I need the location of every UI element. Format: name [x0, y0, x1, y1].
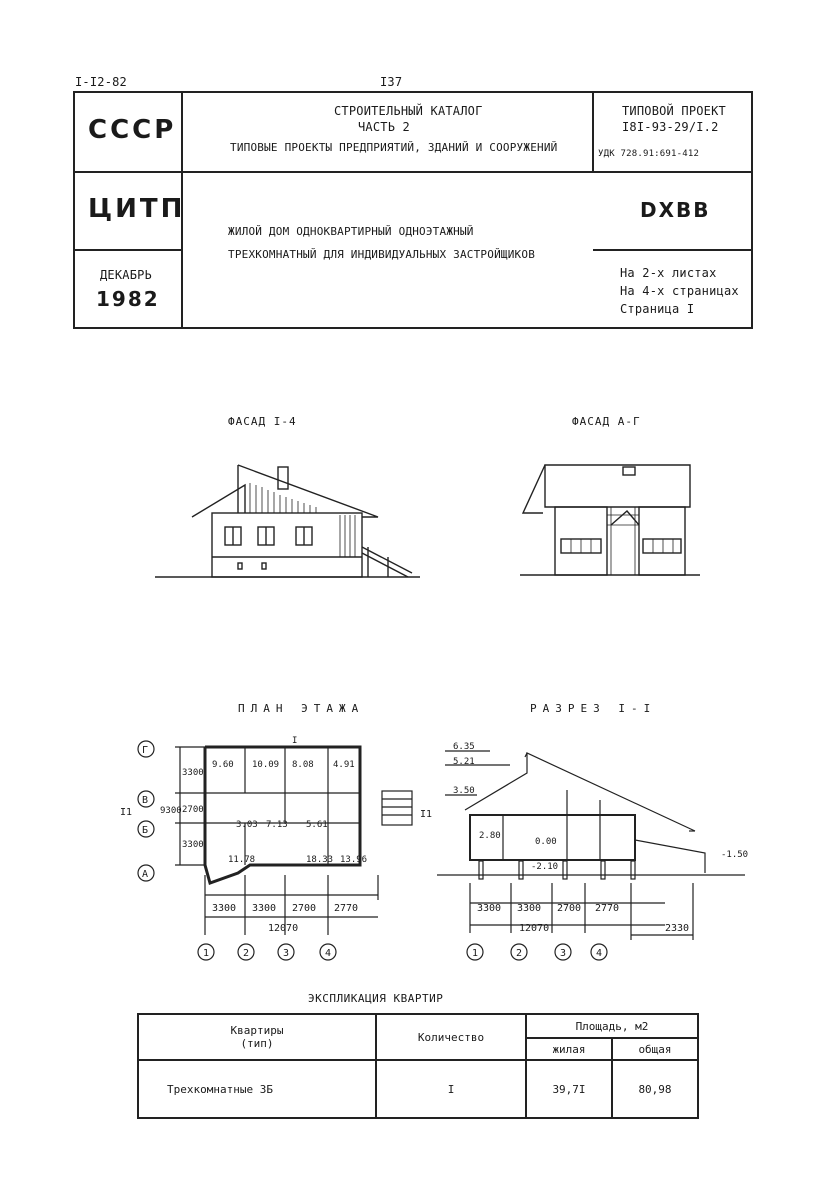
section-level: -1.50: [721, 850, 749, 860]
section-mark-left: I1: [120, 807, 133, 818]
plan-title: ПЛАН ЭТАЖА: [238, 702, 365, 715]
plan-axis-row-b: Б: [142, 825, 149, 836]
plan-axis-row-g: Г: [142, 745, 149, 756]
section-axis-col-2: 2: [516, 948, 523, 959]
section-col-dim-3: 2700: [557, 903, 582, 914]
plan-col-dim-1: 3300: [212, 903, 237, 914]
section-title: РАЗРЕЗ I-I: [530, 702, 657, 715]
col-type-label: Квартиры: [230, 1024, 284, 1037]
section-level: 6.35: [453, 742, 475, 752]
section-axis-col-1: 1: [472, 948, 479, 959]
project-number: I8I-93-29/I.2: [622, 120, 719, 134]
facade-right-title: ФАСАД А-Г: [572, 415, 641, 428]
plan-col-dim-4: 2770: [334, 903, 359, 914]
section-level: 2.80: [479, 831, 501, 841]
section-axis-col-3: 3: [560, 948, 567, 959]
plan-axis-row-a: А: [142, 869, 149, 880]
room-area: 4.91: [333, 760, 355, 770]
section-mark-right: I1: [420, 809, 433, 820]
section-mark-top: I: [292, 736, 298, 746]
room-area: 18.33: [306, 855, 334, 865]
room-area: 13.96: [340, 855, 368, 865]
title-line1: ЖИЛОЙ ДОМ ОДНОКВАРТИРНЫЙ ОДНОЭТАЖНЫЙ: [228, 225, 474, 238]
room-area: 9.60: [212, 760, 234, 770]
room-area: 3.03: [236, 820, 258, 830]
room-area: 7.13: [266, 820, 288, 830]
row-living-value: 39,7I: [526, 1060, 612, 1118]
sheets-line1: На 2-х листах: [620, 266, 717, 280]
section-level: 3.50: [453, 786, 475, 796]
catalog-line1: СТРОИТЕЛЬНЫЙ КАТАЛОГ: [334, 104, 483, 118]
col-living-label: жилая: [526, 1038, 612, 1060]
date-month: ДЕКАБРЬ: [100, 268, 152, 282]
plan-row-dim-3: 3300: [182, 840, 204, 850]
col-total-label: общая: [612, 1038, 698, 1060]
plan-axis-row-v: В: [142, 795, 149, 806]
project-label: ТИПОВОЙ ПРОЕКТ: [622, 104, 726, 118]
section-drawing: [435, 735, 755, 970]
facade-left-title: ФАСАД I-4: [228, 415, 297, 428]
section-col-dim-4: 2770: [595, 903, 620, 914]
explication-title: ЭКСПЛИКАЦИЯ КВАРТИР: [308, 992, 444, 1005]
row-type-value: Трехкомнатные 3Б: [138, 1060, 376, 1118]
project-code: DXBB: [640, 198, 711, 222]
catalog-line3: ТИПОВЫЕ ПРОЕКТЫ ПРЕДПРИЯТИЙ, ЗДАНИЙ И СООРУЖЕНИЙ: [230, 141, 558, 154]
explication-table: [137, 1013, 699, 1119]
floor-plan-drawing: [120, 735, 433, 970]
facade-1-4-drawing: [150, 455, 430, 585]
header-cell-type: [138, 1014, 376, 1060]
col-type-sub-label: (тип): [240, 1037, 274, 1050]
plan-axis-col-2: 2: [243, 948, 250, 959]
section-total-col-dim: 12070: [519, 923, 550, 934]
col-area-label: Площадь, м2: [526, 1014, 698, 1038]
org-ussr: СССР: [88, 115, 177, 145]
udk-code: УДК 728.91:691-412: [598, 149, 700, 159]
section-col-dim-1: 3300: [477, 903, 502, 914]
plan-col-dim-3: 2700: [292, 903, 317, 914]
page-number: I37: [380, 75, 403, 89]
row-count-value: I: [376, 1060, 526, 1118]
room-area: 5.61: [306, 820, 328, 830]
title-line2: ТРЕХКОМНАТНЫЙ ДЛЯ ИНДИВИДУАЛЬНЫХ ЗАСТРОЙЩИКОВ: [228, 248, 536, 261]
plan-total-col-dim: 12070: [268, 923, 299, 934]
room-area: 11.78: [228, 855, 256, 865]
row-total-value: 80,98: [612, 1060, 698, 1118]
doc-code: I-I2-82: [75, 75, 127, 89]
section-extra-dim: 2330: [665, 923, 690, 934]
plan-axis-col-4: 4: [325, 948, 332, 959]
section-axis-col-4: 4: [596, 948, 603, 959]
plan-total-row-dim: 9300: [160, 806, 182, 816]
section-col-dim-2: 3300: [517, 903, 542, 914]
col-count-label: Количество: [376, 1014, 526, 1060]
plan-row-dim-2: 2700: [182, 805, 204, 815]
plan-col-dim-2: 3300: [252, 903, 277, 914]
org-citp: ЦИТП: [88, 194, 186, 224]
plan-row-dim-1: 3300: [182, 768, 204, 778]
catalog-line2: ЧАСТЬ 2: [358, 120, 410, 134]
section-level: 5.21: [453, 757, 475, 767]
sheets-line3: Страница I: [620, 302, 695, 316]
section-level: 0.00: [535, 837, 557, 847]
plan-axis-col-3: 3: [283, 948, 290, 959]
sheets-line2: На 4-х страницах: [620, 284, 739, 298]
date-year: 1982: [96, 287, 160, 311]
plan-axis-col-1: 1: [203, 948, 210, 959]
room-area: 8.08: [292, 760, 314, 770]
facade-a-g-drawing: [515, 455, 705, 585]
section-level: -2.10: [531, 862, 559, 872]
room-area: 10.09: [252, 760, 280, 770]
